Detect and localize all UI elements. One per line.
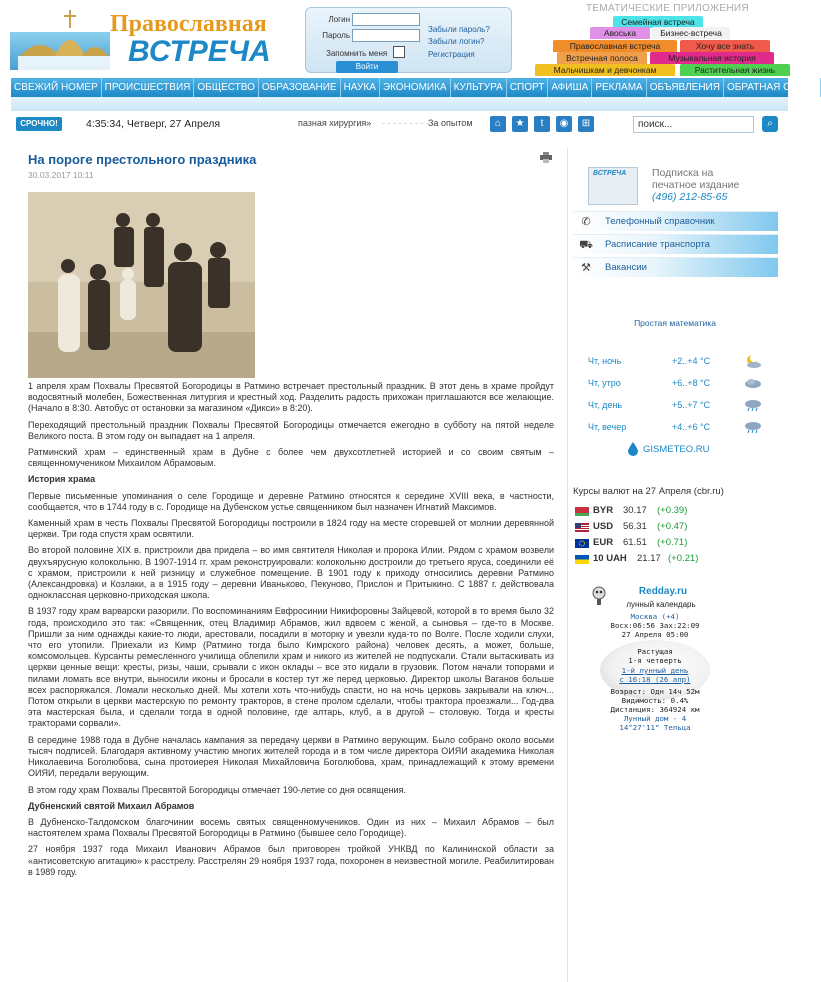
moon-house: Лунный дом - 4 xyxy=(623,714,687,723)
by-flag-icon xyxy=(575,507,589,516)
simple-math-link[interactable]: Простая математика xyxy=(634,318,716,328)
newspaper-icon xyxy=(588,167,638,205)
print-icon[interactable] xyxy=(540,152,552,163)
article-paragraph: 27 ноября 1937 года Михаил Иванович Абрамов был приговорен тройкой УНКВД по Калининской области за «антисоветскую агитацию» к расстрелу. Расстрелян 29 ноября 1937 года, похоронен в неизвестной могиле. Реабилитирован в 1989 году. xyxy=(28,844,554,877)
transport-schedule-label: Расписание транспорта xyxy=(605,239,710,250)
article-paragraph: 1 апреля храм Похвалы Пресвятой Богородицы в Ратмино встречает престольный праздник. В этот день в храме пройдут водосвятный молебен, Божественная литургия и крестный ход. Разделить радость прихожан приглашаются все желающие. (Начало в 8:30. Автобус от остановки за магазином «Дикси» в 8:20). xyxy=(28,381,554,414)
app-tag[interactable]: Растительная жизнь xyxy=(680,64,790,76)
nav-item[interactable]: КУЛЬТУРА xyxy=(451,78,507,97)
weather-time: Чт, утро xyxy=(588,378,621,388)
article-paragraph: В Дубненско-Талдомском благочинии восемь святых священномучеников. Один из них – Михаил Абрамов – был настоятелем храма Похвалы Пресвятой Богородицы в Ратмино (бывшее село Городище). xyxy=(28,816,554,839)
sidebar xyxy=(567,148,781,982)
nav-item[interactable]: ЭКОНОМИКА xyxy=(380,78,451,97)
article-date: 30.03.2017 10:11 xyxy=(28,170,94,180)
moon-day2[interactable]: с 16:18 (26 апр) xyxy=(619,675,691,684)
remember-label: Запомнить меня xyxy=(326,49,388,58)
article-paragraph: Переходящий престольный праздник Похвалы Пресвятой Богородицы отмечается ежегодно в субботу на пятой неделе Великого поста. В этом году он выпадает на 1 апреля. xyxy=(28,419,554,441)
fx-row xyxy=(573,536,778,552)
phone-directory-label: Телефонный справочник xyxy=(605,216,715,227)
moon-phase2: 1-я четверть xyxy=(628,656,682,665)
app-tag[interactable]: Музыкальная история xyxy=(650,52,774,64)
fx-change: (+0.21) xyxy=(668,553,699,564)
moon-brand: Redday.ru xyxy=(638,586,688,597)
moon-cloud-icon xyxy=(744,354,762,368)
nav-item[interactable]: ОБЪЯВЛЕНИЯ xyxy=(647,78,724,97)
register-link[interactable]: Регистрация xyxy=(428,50,475,59)
header xyxy=(0,0,799,78)
article-paragraph: Во второй половине XIX в. пристроили два придела – во имя святителя Николая и пророка Илии. Рядом с храмом возвели двухъярусную колокольню. В 1907-1914 гг. храм реконструировали: колокольню достроили до третьего яруса, соединили её с храмом, пристроили к ней ризницу и служебное помещение. В 1901 году к приходу относились деревни Ратмино (Александровка) и Козлаки, а в 1915 году – деревни Иваньково, Пекуново, Прислон и Притыкино. С 1887 г. действовала одноклассная церковно-приходская школа. xyxy=(28,545,554,601)
subscription-text xyxy=(652,167,739,191)
twitter-icon[interactable]: t xyxy=(534,116,550,132)
eu-flag-icon xyxy=(575,539,589,548)
weather-time: Чт, ночь xyxy=(588,356,622,366)
nav-item[interactable]: СПОРТ xyxy=(507,78,549,97)
weather-row xyxy=(588,422,768,438)
favorite-star-icon[interactable]: ★ xyxy=(512,116,528,132)
article-paragraph: Ратминский храм – единственный храм в Дубне с более чем двухсотлетней историей и со своим святым – священномучеником Михаилом Абрамовым. xyxy=(28,447,554,469)
vacancies-label: Вакансии xyxy=(605,262,647,273)
nav-item[interactable]: ПРОИСШЕСТВИЯ xyxy=(102,78,195,97)
app-tag[interactable]: Авоська xyxy=(590,27,650,39)
moon-phase1: Растущая xyxy=(637,647,673,656)
forgot-login-link[interactable]: Забыли логин? xyxy=(428,37,485,46)
moon-sign: 14°27'11" Тельца xyxy=(619,723,691,732)
password-label: Пароль xyxy=(322,31,350,40)
subscription-line1: Подписка на xyxy=(652,167,714,179)
home-icon[interactable]: ⌂ xyxy=(490,116,506,132)
logo-line1: Православная xyxy=(110,11,267,37)
nav-item[interactable]: НАУКА xyxy=(341,78,380,97)
app-tag[interactable]: Бизнес-встреча xyxy=(652,27,730,39)
gismeteo-drop-icon xyxy=(628,442,638,456)
moon-day1[interactable]: 1-й лунный день xyxy=(621,666,689,675)
app-tag[interactable]: Православная встреча xyxy=(553,40,677,52)
us-flag-icon xyxy=(575,523,589,532)
login-form xyxy=(305,7,512,73)
paper-logo: ВСТРЕЧА xyxy=(593,170,627,177)
fx-change: (+0.39) xyxy=(657,505,688,516)
fx-value: 30.17 xyxy=(623,505,647,516)
transport-schedule-link[interactable] xyxy=(573,234,778,254)
fx-change: (+0.71) xyxy=(657,537,688,548)
clock: 4:35:34, Четверг, 27 Апреля xyxy=(86,118,221,130)
moon-sun: Восх:06:56 Зах:22:09 xyxy=(610,621,700,630)
fx-value: 21.17 xyxy=(637,553,661,564)
app-tag[interactable]: Мальчишкам и девчонкам xyxy=(535,64,675,76)
article-paragraph: Каменный храм в честь Похвалы Пресвятой Богородицы построили в 1824 году на месте сгоревшей от молнии деревянной церкви. Три года спустя храм освятили. xyxy=(28,518,554,540)
weather-time: Чт, вечер xyxy=(588,422,627,432)
worker-icon: ⚒ xyxy=(581,262,591,274)
site-logo[interactable] xyxy=(10,6,285,70)
fx-change: (+0.47) xyxy=(657,521,688,532)
gismeteo-link[interactable]: GISMETEO.RU xyxy=(643,444,710,455)
phone-icon: ✆ xyxy=(581,216,591,228)
nav-item[interactable]: ОБРАТНАЯ СВЯЗЬ xyxy=(724,78,821,97)
ua-flag-icon xyxy=(575,555,589,564)
weather-temp: +6..+8 °C xyxy=(672,378,711,388)
weather-row xyxy=(588,356,768,372)
login-button[interactable]: Войти xyxy=(336,61,398,73)
subscription-line2: печатное издание xyxy=(652,179,740,191)
article-subheading: Дубненский святой Михаил Абрамов xyxy=(28,800,195,811)
rss-icon[interactable]: ◉ xyxy=(556,116,572,132)
fx-value: 61.51 xyxy=(623,537,647,548)
sub-nav xyxy=(11,97,788,111)
moon-city: Москва (+4) xyxy=(630,612,680,621)
moon-date: 27 Апреля 05:00 xyxy=(621,630,689,639)
article-paragraph: Первые письменные упоминания о селе Городище и деревне Ратмино относятся к середине XVIII века, в частности, сообщается, что в 1744 году в с. Городище на Дубенском устье священником был назначен Игнатий Максимов. xyxy=(28,490,554,512)
ticker-news-link-2[interactable]: За опытом xyxy=(428,118,473,128)
article-photo xyxy=(28,192,255,378)
main-nav xyxy=(11,78,817,97)
urgent-badge: СРОЧНО! xyxy=(16,117,62,131)
moon-calendar-widget[interactable] xyxy=(592,586,718,736)
nav-item[interactable]: СВЕЖИЙ НОМЕР xyxy=(11,78,102,97)
logo-line2: ВСТРЕЧА xyxy=(128,35,271,68)
weather-temp: +5..+7 °C xyxy=(672,400,711,410)
password-input[interactable] xyxy=(352,29,420,42)
article-title: На пороге престольного праздника xyxy=(28,152,257,167)
weather-row xyxy=(588,378,768,394)
fx-row xyxy=(573,520,778,536)
article-paragraph: В середине 1988 года в Дубне началась кампания за передачу церкви в Ратмино верующим. Было собрано около восьми тысяч подписей. Благодаря активному участию многих жителей города и в том числе директора ОИЯИ академика Николая Николаевича Боголюбова, сына протоиерея Николая Михайловича Боголюбова, храм, принадлежащий к этому времени ОИЯИ, передали верующим. xyxy=(28,734,554,779)
app-tag[interactable]: Семейная встреча xyxy=(613,16,703,28)
subscription-block[interactable] xyxy=(576,153,776,208)
fx-row xyxy=(573,552,778,568)
ticker-separator: - - - - - - - - - xyxy=(382,118,429,128)
rain-cloud-icon xyxy=(744,398,762,412)
cloud-icon xyxy=(744,376,762,390)
weather-row xyxy=(588,400,768,416)
moon-distance: Дистанция: 364924 км xyxy=(610,705,700,714)
remember-checkbox[interactable] xyxy=(393,46,405,58)
moon-age: Возраст: Одн 14ч 52м xyxy=(610,687,700,696)
rain-cloud-icon xyxy=(744,420,762,434)
vacancies-link[interactable] xyxy=(573,257,778,277)
bus-icon: ⛟ xyxy=(579,239,593,251)
nav-item[interactable]: АФИША xyxy=(548,78,592,97)
apps-title: ТЕМАТИЧЕСКИЕ ПРИЛОЖЕНИЯ xyxy=(586,3,749,14)
search-input[interactable]: поиск... xyxy=(633,116,754,133)
sitemap-icon[interactable]: ⊞ xyxy=(578,116,594,132)
weather-temp: +4..+6 °C xyxy=(672,422,711,432)
nav-item[interactable]: ОБЩЕСТВО xyxy=(194,78,259,97)
weather-time: Чт, день xyxy=(588,400,623,410)
fx-code: EUR xyxy=(593,537,614,548)
search-button[interactable]: ⌕ xyxy=(762,116,778,132)
app-tag[interactable]: Хочу все знать xyxy=(680,40,770,52)
app-tag[interactable]: Встречная полоса xyxy=(557,52,647,64)
ticker-news-link[interactable]: пазная хирургия» xyxy=(298,118,372,128)
login-label: Логин xyxy=(328,15,350,24)
article-paragraph: В этом году храм Похвалы Пресвятой Богородицы отмечает 190-летие со дня освящения. xyxy=(28,784,406,795)
fx-value: 56.31 xyxy=(623,521,647,532)
weather-temp: +2..+4 °C xyxy=(672,356,711,366)
fx-code: USD xyxy=(593,521,614,532)
fx-code: 10 UAH xyxy=(593,553,627,564)
article-body xyxy=(28,381,554,883)
article-subheading: История храма xyxy=(28,474,96,485)
subscription-phone: (496) 212-85-65 xyxy=(652,191,728,203)
nav-item[interactable]: РЕКЛАМА xyxy=(592,78,646,97)
fx-row xyxy=(573,504,778,520)
fx-code: BYR xyxy=(593,505,614,516)
login-input[interactable] xyxy=(352,13,420,26)
forgot-password-link[interactable]: Забыли пароль? xyxy=(428,25,490,34)
moon-title: лунный календарь xyxy=(626,600,696,609)
fx-title: Курсы валют на 27 Апреля (cbr.ru) xyxy=(573,486,724,497)
article-paragraph: В 1937 году храм варварски разорили. По воспоминаниям Евфросинии Никифоровны Зайцевой, которой в то время было 32 года, происходило это так: «Священник, отец Владимир Абрамов, жил вдвоем с женой, а сыновья – где-то в Москве. Пришли за ним однажды какие-то люди, арестовали, посадили в моторку и увезли куда-то по Волге. После ходили слухи, что его утопили. Приехали из Кимр (Ратмино тогда было Кимрского района) человек десять, а может, больше, комсомольцев. Курсанты ремесленного училища облепили храм и никого из жителей не подпускали. Стали вытаскивать из церкви ценные вещи: кресты, ризы, чаши, срывали с икон оклады – все это кидали в грузовик. Потом начали топорами и пилами ломать все внутри, выносили иконы и бросали в костер тут же перед церковью. Директор школы Ваганов больше всех распоряжался. Ломали несколько дней. Мы хотели хоть что-нибудь спасти, но на ночь церковь закрывали на ключ... Потом открыли в церкви мастерскую по ремонту тракторов, в стене пролом сделали, чтобы трактора проезжали... Год-два эта мастерская была, и сделали тогда в одной половине, где алтарь, клуб, а в другой – столовую. Тогда и кресты тракторами сорвали». xyxy=(28,606,554,729)
nav-item[interactable]: ОБРАЗОВАНИЕ xyxy=(259,78,341,97)
article xyxy=(22,148,563,982)
moon-visibility: Видимость: 0.4% xyxy=(621,696,689,705)
phone-directory-link[interactable] xyxy=(573,211,778,231)
